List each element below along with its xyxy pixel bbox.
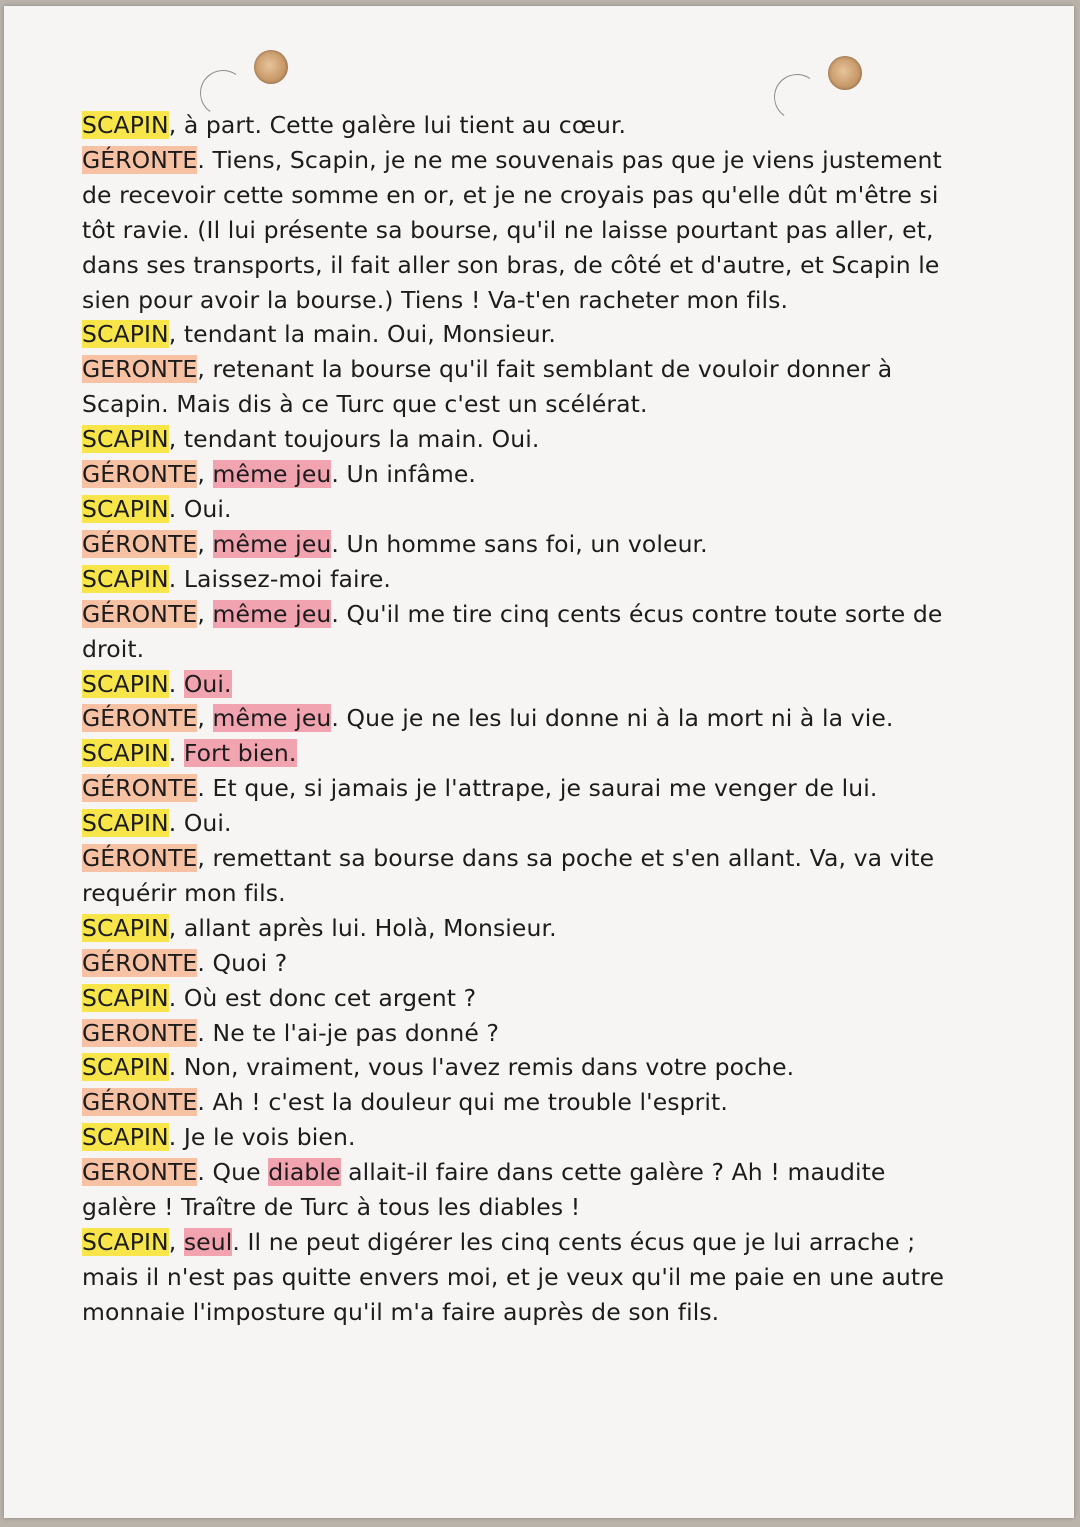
text-line xyxy=(82,562,982,597)
text-line xyxy=(82,911,982,946)
text-line xyxy=(82,213,982,248)
speaker-name: SCAPIN xyxy=(82,739,169,768)
line-text: . Quoi ? xyxy=(197,948,288,977)
text-line xyxy=(82,178,982,213)
text-line xyxy=(82,771,982,806)
highlighted-phrase: seul xyxy=(183,1228,233,1256)
highlighted-phrase: Fort bien. xyxy=(183,739,297,768)
speaker-name: GÉRONTE xyxy=(82,599,198,628)
line-text: droit. xyxy=(82,634,145,663)
line-text: . Ne te l'ai-je pas donné ? xyxy=(197,1018,500,1047)
text-line xyxy=(82,981,982,1016)
line-text: , tendant la main. Oui, Monsieur. xyxy=(168,320,556,349)
line-text: . xyxy=(168,669,184,698)
highlighted-phrase: même jeu xyxy=(212,599,332,628)
speaker-name: SCAPIN xyxy=(82,564,169,593)
speaker-name: SCAPIN xyxy=(82,494,169,523)
punch-hole-right xyxy=(828,56,862,90)
line-text: . Laissez-moi faire. xyxy=(168,564,391,593)
line-text: . Oui. xyxy=(168,809,232,838)
line-text: . Je le vois bien. xyxy=(168,1123,356,1152)
speaker-name: SCAPIN xyxy=(82,669,169,698)
speaker-name: GERONTE xyxy=(82,1018,198,1047)
speaker-name: GÉRONTE xyxy=(82,145,198,174)
text-line xyxy=(82,422,982,457)
line-text: . Ah ! c'est la douleur qui me trouble l'esprit. xyxy=(197,1088,728,1117)
text-line xyxy=(82,108,982,143)
speaker-name: GÉRONTE xyxy=(82,460,198,489)
highlighted-phrase: même jeu xyxy=(212,529,332,558)
line-text: . Un infâme. xyxy=(331,460,476,489)
speaker-name: GERONTE xyxy=(82,1158,198,1187)
line-text: . Qu'il me tire cinq cents écus contre toute sorte de xyxy=(331,599,943,628)
line-text: , remettant sa bourse dans sa poche et s'en allant. Va, va vite xyxy=(197,844,935,873)
line-text: de recevoir cette somme en or, et je ne croyais pas qu'elle dût m'être si xyxy=(82,180,939,209)
line-text: . Que xyxy=(197,1158,269,1187)
text-line xyxy=(82,527,982,562)
speaker-name: SCAPIN xyxy=(82,111,169,139)
highlighted-phrase: même jeu xyxy=(212,704,332,733)
text-line xyxy=(82,841,982,876)
text-line xyxy=(82,283,982,318)
line-text: sien pour avoir la bourse.) Tiens ! Va-t'en racheter mon fils. xyxy=(82,285,789,314)
speaker-name: GÉRONTE xyxy=(82,704,198,733)
text-line xyxy=(82,1190,982,1225)
speaker-name: SCAPIN xyxy=(82,320,169,349)
speaker-name: GÉRONTE xyxy=(82,529,198,558)
line-text: galère ! Traître de Turc à tous les diables ! xyxy=(82,1193,581,1222)
speaker-name: GERONTE xyxy=(82,355,198,384)
text-line xyxy=(82,597,982,632)
highlighted-phrase: Oui. xyxy=(183,669,232,698)
line-text: . Et que, si jamais je l'attrape, je saurai me venger de lui. xyxy=(197,774,878,803)
text-line xyxy=(82,1155,982,1190)
text-line xyxy=(82,667,982,702)
text-line xyxy=(82,1225,982,1260)
text-line xyxy=(82,946,982,981)
line-text: tôt ravie. (Il lui présente sa bourse, qu'il ne laisse pourtant pas aller, et, xyxy=(82,215,934,244)
line-text: Scapin. Mais dis à ce Turc que c'est un scélérat. xyxy=(82,390,648,419)
line-text: , à part. Cette galère lui tient au cœur. xyxy=(168,111,627,139)
line-text: . Un homme sans foi, un voleur. xyxy=(331,529,708,558)
text-line xyxy=(82,387,982,422)
speaker-name: SCAPIN xyxy=(82,1123,169,1152)
punch-hole-left xyxy=(254,50,288,84)
speaker-name: SCAPIN xyxy=(82,1053,169,1082)
speaker-name: SCAPIN xyxy=(82,1228,169,1256)
line-text: . xyxy=(168,739,184,768)
speaker-name: GÉRONTE xyxy=(82,844,198,873)
text-line xyxy=(82,1295,982,1330)
text-line xyxy=(82,492,982,527)
text-line xyxy=(82,632,982,667)
line-text: , allant après lui. Holà, Monsieur. xyxy=(168,913,557,942)
play-excerpt xyxy=(82,108,982,1330)
speaker-name: SCAPIN xyxy=(82,425,169,454)
line-text: requérir mon fils. xyxy=(82,878,286,907)
line-text: dans ses transports, il fait aller son bras, de côté et d'autre, et Scapin le xyxy=(82,250,940,279)
text-line xyxy=(82,352,982,387)
text-line xyxy=(82,1050,982,1085)
text-line xyxy=(82,1120,982,1155)
line-text: allait-il faire dans cette galère ? Ah ! maudite xyxy=(340,1158,886,1187)
text-line xyxy=(82,457,982,492)
speaker-name: GÉRONTE xyxy=(82,774,198,803)
speaker-name: SCAPIN xyxy=(82,809,169,838)
line-text: mais il n'est pas quitte envers moi, et je veux qu'il me paie en une autre xyxy=(82,1262,945,1291)
line-text: , xyxy=(197,460,213,489)
highlighted-phrase: diable xyxy=(268,1158,341,1187)
paper-sheet xyxy=(4,6,1074,1518)
speaker-name: GÉRONTE xyxy=(82,1088,198,1117)
speaker-name: SCAPIN xyxy=(82,983,169,1012)
text-line xyxy=(82,317,982,352)
line-text: , xyxy=(197,529,213,558)
line-text: , retenant la bourse qu'il fait semblant de vouloir donner à xyxy=(197,355,893,384)
speaker-name: SCAPIN xyxy=(82,913,169,942)
line-text: . Que je ne les lui donne ni à la mort ni à la vie. xyxy=(331,704,894,733)
line-text: monnaie l'imposture qu'il m'a faire auprès de son fils. xyxy=(82,1297,720,1326)
line-text: . Où est donc cet argent ? xyxy=(168,983,477,1012)
text-line xyxy=(82,1260,982,1295)
line-text: . Tiens, Scapin, je ne me souvenais pas que je viens justement xyxy=(197,145,942,174)
text-line xyxy=(82,143,982,178)
speaker-name: GÉRONTE xyxy=(82,948,198,977)
line-text: , xyxy=(197,704,213,733)
text-line xyxy=(82,248,982,283)
line-text: , tendant toujours la main. Oui. xyxy=(168,425,540,454)
text-line xyxy=(82,736,982,771)
line-text: . Il ne peut digérer les cinq cents écus que je lui arrache ; xyxy=(232,1228,916,1256)
text-line xyxy=(82,876,982,911)
text-line xyxy=(82,806,982,841)
line-text: , xyxy=(168,1228,184,1256)
line-text: . Oui. xyxy=(168,494,232,523)
highlighted-phrase: même jeu xyxy=(212,460,332,489)
text-line xyxy=(82,1085,982,1120)
line-text: . Non, vraiment, vous l'avez remis dans votre poche. xyxy=(168,1053,795,1082)
text-line xyxy=(82,701,982,736)
text-line xyxy=(82,1016,982,1051)
line-text: , xyxy=(197,599,213,628)
